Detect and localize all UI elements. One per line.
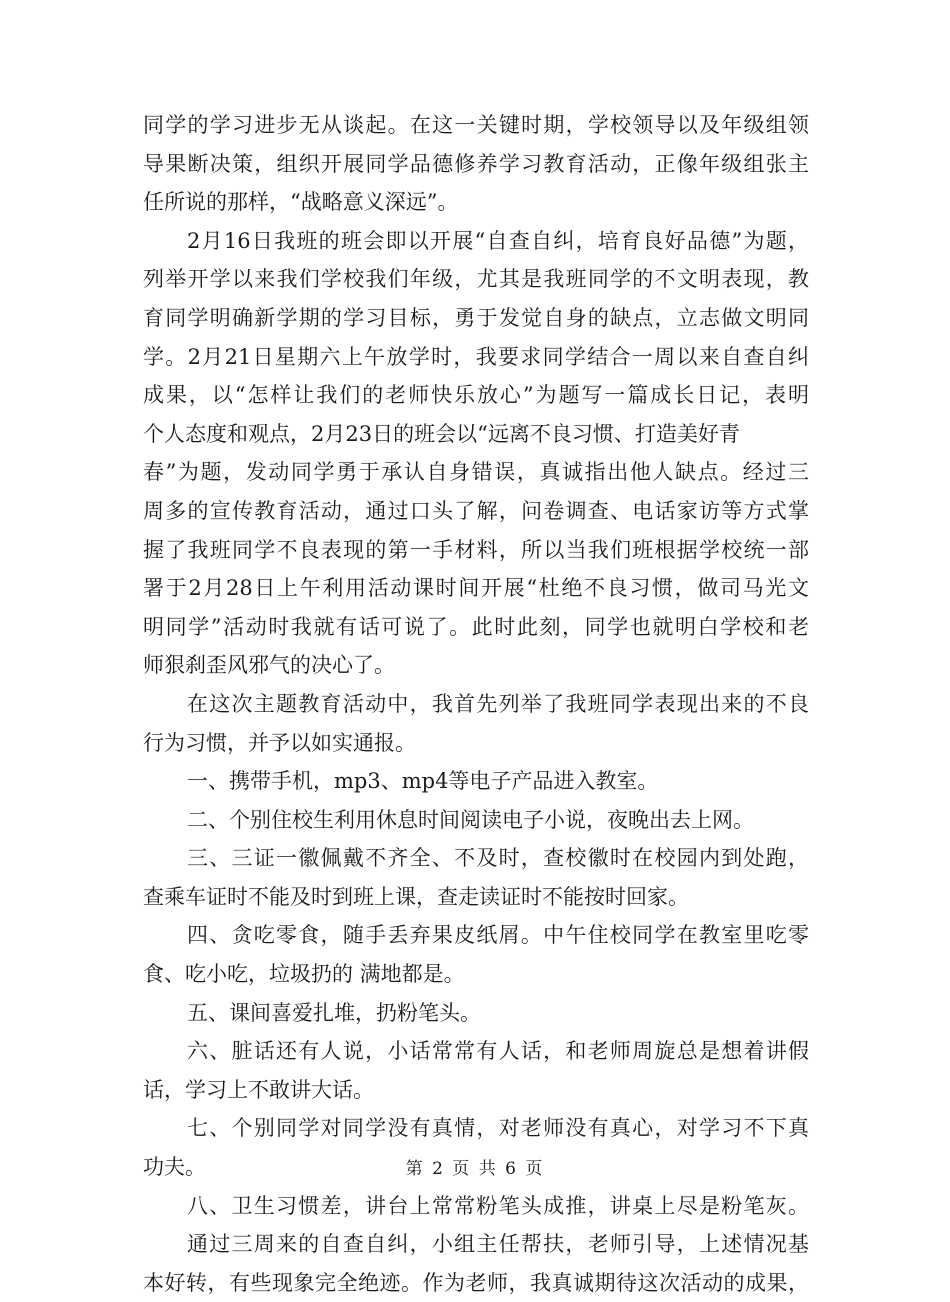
text-line: 七、个别同学对同学没有真情，对老师没有真心，对学习不下真	[187, 1116, 809, 1141]
text-line: 学。2月21日星期六上午放学时，我要求同学结合一周以来自查自纠	[143, 344, 809, 369]
text-line: 周多的宣传教育活动，通过口头了解，问卷调查、电话家访等方式掌	[143, 498, 809, 523]
text-line: 师狠刹歪风邪气的决心了。	[143, 653, 395, 678]
text-line: 行为习惯，并予以如实通报。	[143, 730, 416, 755]
text-line: 四、贪吃零食，随手丢弃果皮纸屑。中午住校同学在教室里吃零	[187, 923, 809, 948]
text-line: 二、个别住校生利用休息时间阅读电子小说，夜晚出去上网。	[187, 807, 754, 832]
text-line: 成果，以“怎样让我们的老师快乐放心”为题写一篇成长日记，表明	[143, 383, 809, 408]
text-line: 任所说的那样，“战略意义深远”。	[143, 190, 459, 215]
text-line: 2月16日我班的班会即以开展“自查自纠，培育良好品德”为题，	[187, 228, 809, 253]
text-line: 八、卫生习惯差，讲台上常常粉笔头成推，讲桌上尽是粉笔灰。	[187, 1193, 809, 1218]
text-line: 育同学明确新学期的学习目标，勇于发觉自身的缺点，立志做文明同	[143, 305, 809, 330]
text-line: 春”为题，发动同学勇于承认自身错误，真诚指出他人缺点。经过三	[143, 460, 809, 485]
page-footer: 第 2 页 共 6 页	[405, 1159, 545, 1179]
text-line: 同学的学习进步无从谈起。在这一关键时期，学校领导以及年级组领	[143, 113, 809, 137]
text-line: 查乘车证时不能及时到班上课，查走读证时不能按时回家。	[143, 884, 689, 909]
text-line: 六、脏话还有人说，小话常常有人话，和老师周旋总是想着讲假	[187, 1039, 809, 1064]
text-line: 一、携带手机，mp3、mp4等电子产品进入教室。	[187, 769, 659, 794]
text-line: 握了我班同学不良表现的第一手材料，所以当我们班根据学校统一部	[143, 537, 809, 562]
text-line: 话，学习上不敢讲大话。	[143, 1077, 374, 1102]
text-line: 三、三证一徽佩戴不齐全、不及时，查校徽时在校园内到处跑，	[187, 846, 809, 871]
text-line: 导果断决策，组织开展同学品德修养学习教育活动，正像年级组张主	[143, 151, 809, 176]
text-line: 通过三周来的自查自纠，小组主任帮扶，老师引导，上述情况基	[187, 1232, 809, 1257]
text-line: 五、课间喜爱扎堆，扔粉笔头。	[187, 1000, 481, 1025]
text-line: 在这次主题教育活动中，我首先列举了我班同学表现出来的不良	[187, 691, 809, 716]
body-text	[143, 106, 809, 1302]
text-line: 食、吃小吃，垃圾扔的 满地都是。	[143, 962, 465, 987]
text-line: 列举开学以来我们学校我们年级，尤其是我班同学的不文明表现，教	[143, 267, 809, 292]
text-line: 本好转，有些现象完全绝迹。作为老师，我真诚期待这次活动的成果，	[143, 1270, 809, 1295]
text-line: 功夫。	[143, 1155, 206, 1180]
text-line: 明同学”活动时我就有话可说了。此时此刻，同学也就明白学校和老	[143, 614, 809, 639]
text-line: 署于2月28日上午利用活动课时间开展“杜绝不良习惯，做司马光文	[143, 576, 809, 601]
text-line: 个人态度和观点，2月23日的班会以“远离不良习惯、打造美好青	[143, 421, 740, 446]
